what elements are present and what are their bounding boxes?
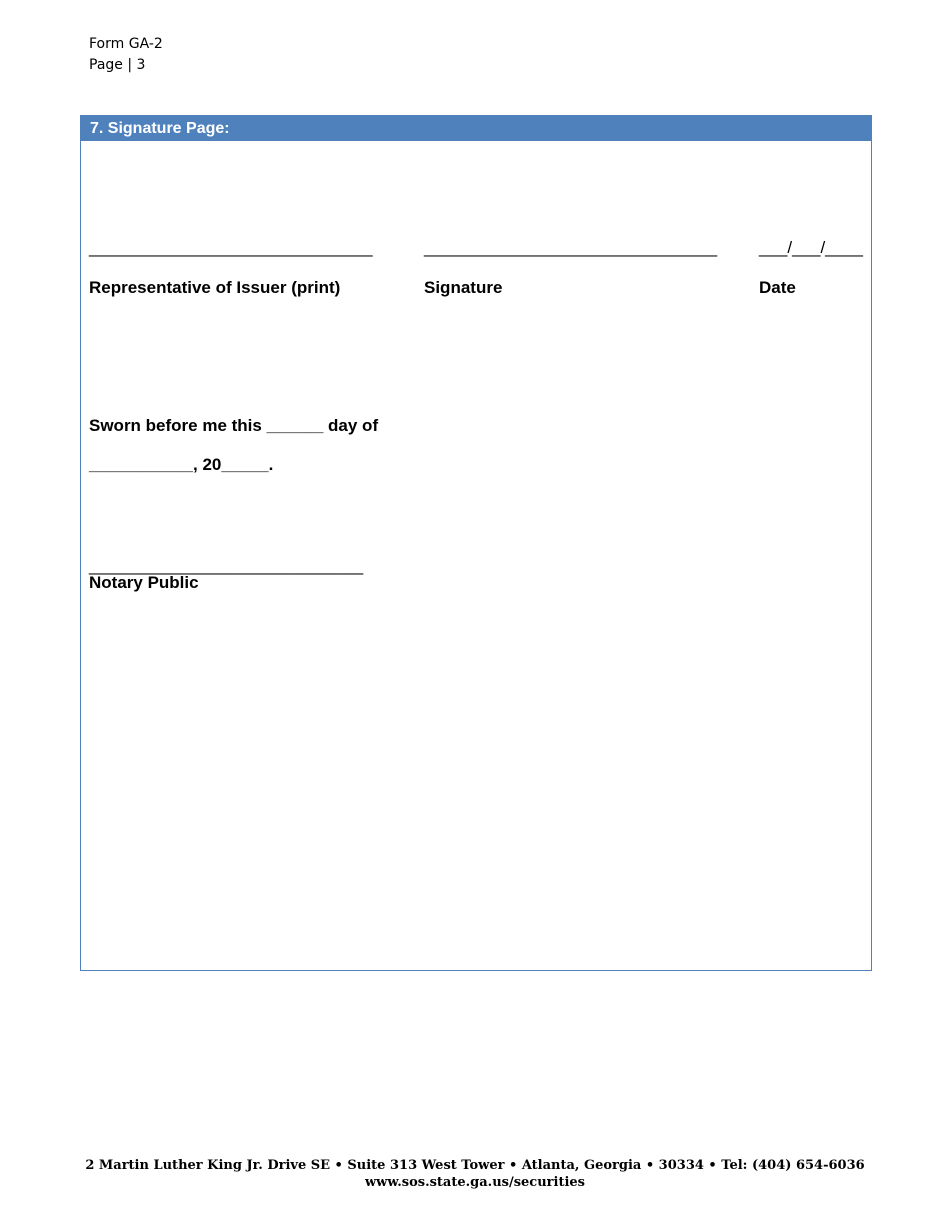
page-header bbox=[89, 34, 163, 76]
footer-address: 2 Martin Luther King Jr. Drive SE • Suite 313 West Tower • Atlanta, Georgia • 30334 • Tel: (404) 654-6036 bbox=[85, 1158, 865, 1173]
date-label: Date bbox=[759, 278, 796, 297]
representative-label: Representative of Issuer (print) bbox=[89, 278, 341, 297]
signature-line[interactable]: _______________________________ bbox=[424, 238, 718, 257]
section-title: 7. Signature Page: bbox=[90, 120, 230, 137]
sworn-statement-line2: ___________, 20_____. bbox=[89, 455, 274, 474]
sworn-statement-line1: Sworn before me this ______ day of bbox=[89, 416, 379, 435]
representative-name-line[interactable]: ______________________________ bbox=[89, 238, 373, 257]
page-number: Page | 3 bbox=[89, 57, 146, 73]
notary-public-label: Notary Public bbox=[89, 573, 199, 592]
notary-signature-line[interactable]: _____________________________ bbox=[89, 556, 364, 575]
signature-label: Signature bbox=[424, 278, 503, 297]
section-title-bar bbox=[81, 116, 871, 141]
date-line[interactable]: ___/___/____ bbox=[759, 238, 863, 257]
form-id: Form GA-2 bbox=[89, 36, 163, 52]
footer-website: www.sos.state.ga.us/securities bbox=[364, 1175, 585, 1190]
